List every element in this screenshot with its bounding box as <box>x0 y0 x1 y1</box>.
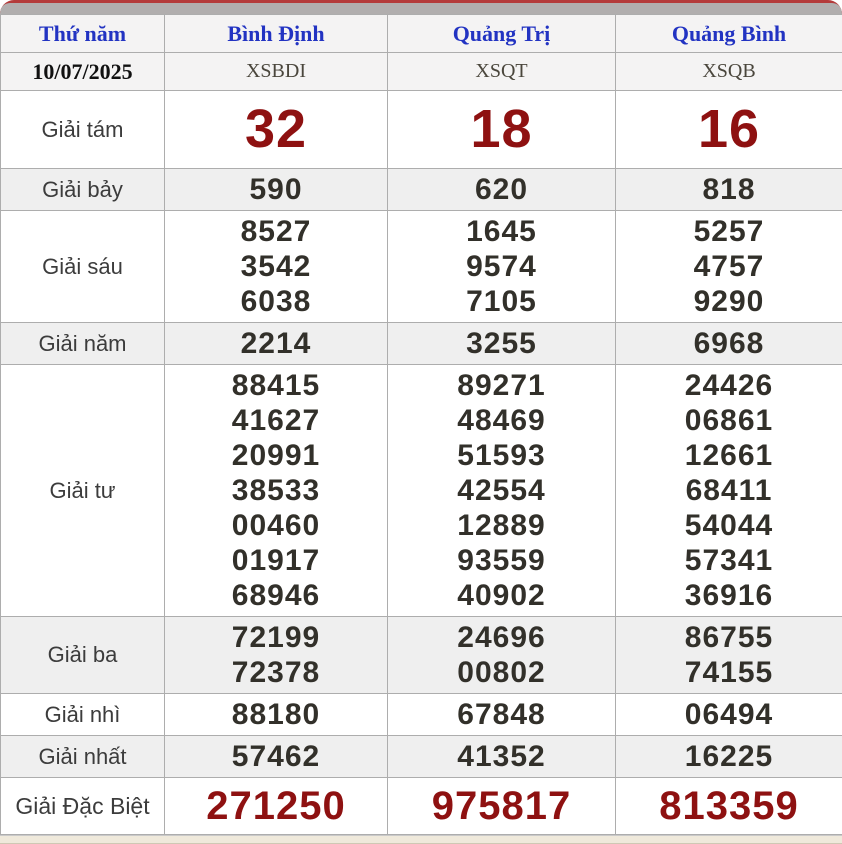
prize-number: 6038 <box>165 284 387 319</box>
prize-number: 67848 <box>388 697 615 732</box>
prize-label: Giải tám <box>1 91 165 169</box>
lottery-code-xsqb: XSQB <box>616 53 842 91</box>
prize-number: 7105 <box>388 284 615 319</box>
prize-number: 42554 <box>388 473 615 508</box>
prize-number: 6968 <box>616 326 842 361</box>
prize-number: 12661 <box>616 438 842 473</box>
prize-number: 16225 <box>616 739 842 774</box>
prize-number: 1645 <box>388 214 615 249</box>
prize-label: Giải Đặc Biệt <box>1 778 165 835</box>
lottery-results-table <box>0 14 842 835</box>
prize-number: 40902 <box>388 578 615 613</box>
lottery-code-xsbdi: XSBDI <box>165 53 388 91</box>
prize-label: Giải tư <box>1 365 165 617</box>
prize-numbers-quang-binh <box>616 365 842 617</box>
prize-numbers-quang-binh <box>616 91 842 169</box>
table-row <box>1 169 842 211</box>
prize-number: 89271 <box>388 368 615 403</box>
table-row <box>1 694 842 736</box>
prize-number: 24426 <box>616 368 842 403</box>
prize-number: 06861 <box>616 403 842 438</box>
prize-number: 00460 <box>165 508 387 543</box>
prize-numbers-quang-tri <box>388 694 616 736</box>
prize-number: 16 <box>616 94 842 165</box>
prize-numbers-binh-dinh <box>165 91 388 169</box>
prize-number: 18 <box>388 94 615 165</box>
prize-numbers-quang-binh <box>616 169 842 211</box>
prize-number: 41352 <box>388 739 615 774</box>
prize-number: 813359 <box>616 781 842 831</box>
prize-number: 36916 <box>616 578 842 613</box>
prize-numbers-binh-dinh <box>165 211 388 323</box>
top-decor-gray-bar <box>0 3 842 14</box>
prize-number: 9574 <box>388 249 615 284</box>
prize-number: 01917 <box>165 543 387 578</box>
prize-numbers-quang-tri <box>388 323 616 365</box>
code-row <box>1 53 842 91</box>
prize-number: 620 <box>388 172 615 207</box>
table-row <box>1 736 842 778</box>
prize-numbers-binh-dinh <box>165 778 388 835</box>
prize-numbers-binh-dinh <box>165 169 388 211</box>
prize-number: 57462 <box>165 739 387 774</box>
table-row <box>1 211 842 323</box>
prize-number: 54044 <box>616 508 842 543</box>
prize-number: 5257 <box>616 214 842 249</box>
prize-numbers-quang-tri <box>388 778 616 835</box>
prize-number: 590 <box>165 172 387 207</box>
prize-numbers-quang-tri <box>388 211 616 323</box>
prize-number: 38533 <box>165 473 387 508</box>
prize-number: 818 <box>616 172 842 207</box>
prize-number: 975817 <box>388 781 615 831</box>
prize-number: 4757 <box>616 249 842 284</box>
prize-number: 06494 <box>616 697 842 732</box>
prize-number: 3542 <box>165 249 387 284</box>
prize-number: 9290 <box>616 284 842 319</box>
table-row <box>1 617 842 694</box>
prize-numbers-quang-binh <box>616 778 842 835</box>
weekday-link[interactable]: Thứ năm <box>1 15 165 53</box>
prize-number: 3255 <box>388 326 615 361</box>
prize-numbers-binh-dinh <box>165 365 388 617</box>
prize-number: 93559 <box>388 543 615 578</box>
prize-number: 72199 <box>165 620 387 655</box>
prize-numbers-quang-tri <box>388 736 616 778</box>
prize-number: 72378 <box>165 655 387 690</box>
prize-numbers-quang-tri <box>388 365 616 617</box>
prize-numbers-binh-dinh <box>165 617 388 694</box>
prize-number: 86755 <box>616 620 842 655</box>
prize-number: 88180 <box>165 697 387 732</box>
prize-numbers-binh-dinh <box>165 694 388 736</box>
prize-number: 24696 <box>388 620 615 655</box>
header-row <box>1 15 842 53</box>
prize-label: Giải nhì <box>1 694 165 736</box>
prize-number: 68411 <box>616 473 842 508</box>
draw-date: 10/07/2025 <box>1 53 165 91</box>
prize-numbers-quang-binh <box>616 323 842 365</box>
table-row <box>1 91 842 169</box>
prize-number: 88415 <box>165 368 387 403</box>
prize-label: Giải bảy <box>1 169 165 211</box>
prize-numbers-quang-tri <box>388 617 616 694</box>
lottery-code-xsqt: XSQT <box>388 53 616 91</box>
prize-number: 41627 <box>165 403 387 438</box>
prize-numbers-quang-binh <box>616 617 842 694</box>
province-link-quang-binh[interactable]: Quảng Bình <box>616 15 842 53</box>
province-link-quang-tri[interactable]: Quảng Trị <box>388 15 616 53</box>
prize-numbers-quang-binh <box>616 736 842 778</box>
prize-number: 51593 <box>388 438 615 473</box>
prize-number: 2214 <box>165 326 387 361</box>
prize-number: 32 <box>165 94 387 165</box>
prize-number: 57341 <box>616 543 842 578</box>
table-row <box>1 365 842 617</box>
prize-number: 74155 <box>616 655 842 690</box>
prize-number: 00802 <box>388 655 615 690</box>
prize-numbers-quang-tri <box>388 169 616 211</box>
prize-number: 271250 <box>165 781 387 831</box>
prize-numbers-binh-dinh <box>165 323 388 365</box>
prize-numbers-binh-dinh <box>165 736 388 778</box>
table-row <box>1 323 842 365</box>
prize-label: Giải năm <box>1 323 165 365</box>
prize-number: 20991 <box>165 438 387 473</box>
prize-label: Giải ba <box>1 617 165 694</box>
prize-number: 48469 <box>388 403 615 438</box>
prize-label: Giải sáu <box>1 211 165 323</box>
prize-number: 12889 <box>388 508 615 543</box>
top-decor-red-bar <box>0 0 842 14</box>
prize-number: 8527 <box>165 214 387 249</box>
prize-numbers-quang-binh <box>616 694 842 736</box>
province-link-binh-dinh[interactable]: Bình Định <box>165 15 388 53</box>
prize-label: Giải nhất <box>1 736 165 778</box>
prize-number: 68946 <box>165 578 387 613</box>
prize-numbers-quang-binh <box>616 211 842 323</box>
bottom-decor-strip <box>0 835 842 844</box>
prize-numbers-quang-tri <box>388 91 616 169</box>
table-row <box>1 778 842 835</box>
